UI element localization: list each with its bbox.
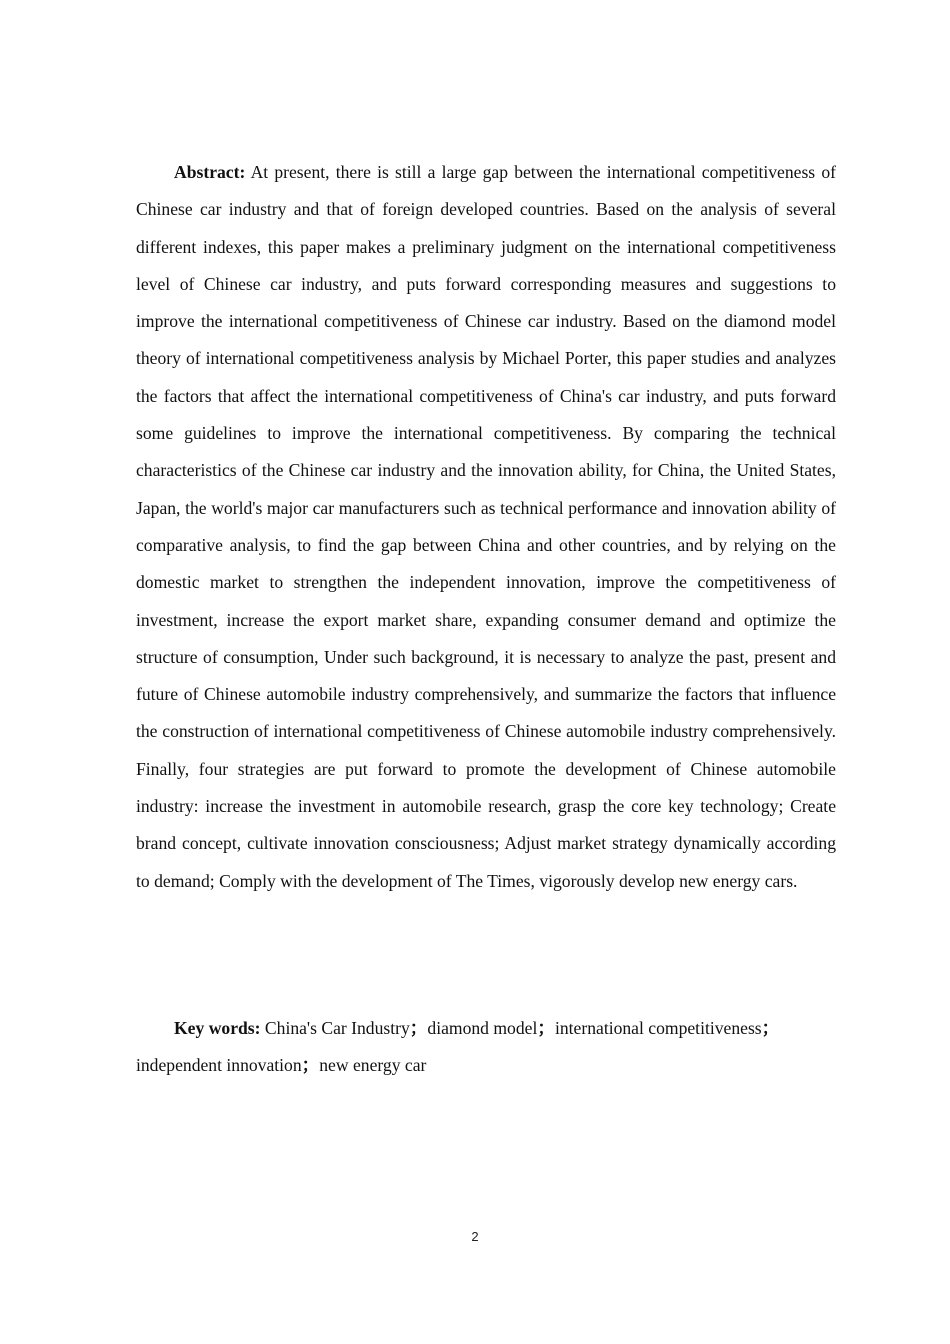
keyword-separator: ； — [537, 1018, 555, 1038]
keyword-item: international competitiveness — [554, 1018, 762, 1038]
keyword-item: China's Car Industry — [264, 1018, 410, 1038]
keywords-paragraph — [136, 1010, 836, 1085]
keywords-label: Key words: — [174, 1018, 261, 1038]
keyword-item: diamond model — [427, 1018, 538, 1038]
keyword-item: new energy car — [319, 1055, 427, 1076]
keyword-item: independent innovation — [136, 1055, 302, 1076]
page-number: 2 — [471, 1229, 479, 1244]
keyword-separator: ； — [301, 1055, 320, 1076]
keyword-separator: ； — [761, 1018, 780, 1038]
keyword-separator: ； — [409, 1018, 428, 1038]
abstract-paragraph — [136, 154, 836, 900]
abstract-label: Abstract: — [174, 162, 246, 182]
abstract-text: At present, there is still a large gap between the international competitiveness of Chinese car industry and that of foreign developed countries. Based on the analysis of several different indexes, this paper makes a preliminary judgment on the international competitiveness level of Chinese car industry, and puts forward corresponding measures and suggestions to improve the international competitiveness of Chinese car industry. Based on the diamond model theory of international competitiveness analysis by Michael Porter, this paper studies and analyzes the factors that affect the international competitiveness of China's car industry, and puts forward some guidelines to improve the international competitiveness. By comparing the technical characteristics of the Chinese car industry and the innovation ability, for China, the United States, Japan, the world's major car manufacturers such as technical performance and innovation ability of comparative analysis, to find the gap between China and other countries, and by relying on the domestic market to strengthen the independent innovation, improve the competitiveness of investment, increase the export market share, expanding consumer demand and optimize the structure of consumption, Under such background, it is necessary to analyze the past, present and future of Chinese automobile industry comprehensively, and summarize the factors that influence the construction of international competitiveness of Chinese automobile industry comprehensively. Finally, four strategies are put forward to promote the development of Chinese automobile industry: increase the investment in automobile research, grasp the core key technology; Create brand concept, cultivate innovation consciousness; Adjust market strategy dynamically according to demand; Comply with the development of The Times, vigorously develop new energy cars. — [136, 162, 836, 891]
